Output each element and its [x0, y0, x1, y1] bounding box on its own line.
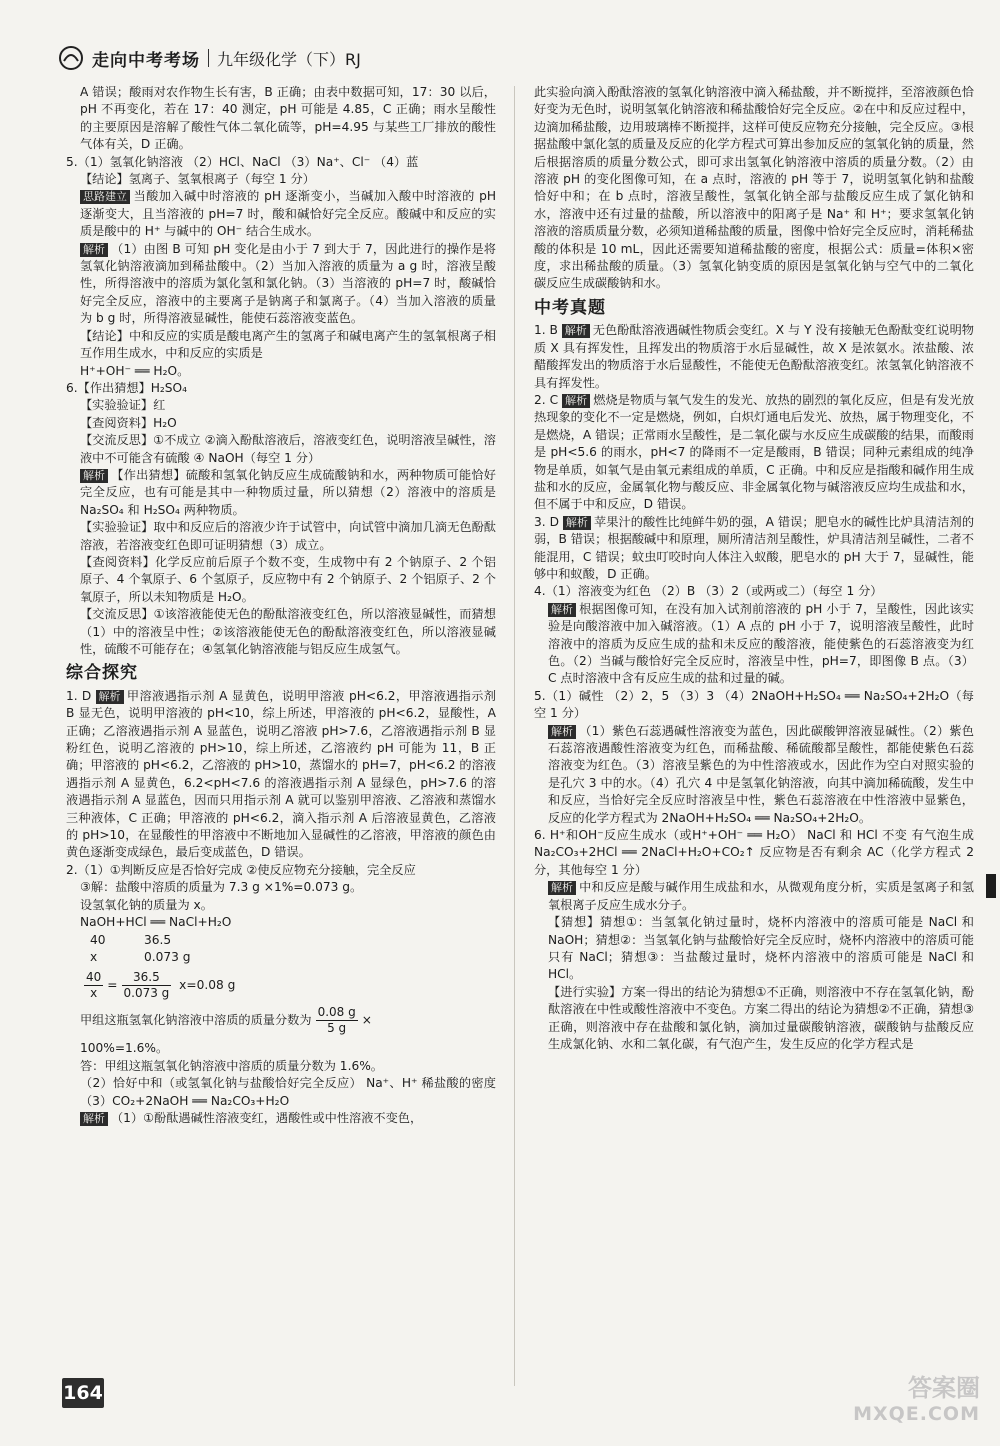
answer-text: A 错误；酸雨对农作物生长有害，B 正确；由表中数据可知，17：30 以后，pH 不再变化，若在 17：40 测定，pH 可能是 4.85，C 正确；雨水呈酸性的主要原因是溶解了酸性气体二氧化硫等，pH=4.95 与某些工厂排放的酸性气体有关，D 正确。 [80, 85, 496, 152]
c2-ratio-row [66, 949, 496, 966]
q6-analysis [66, 467, 496, 519]
c1-text: 甲溶液遇指示剂 A 显黄色，说明甲溶液 pH<6.2，甲溶液遇指示剂 B 显无色，说明甲溶液的 pH<10，综上所述，甲溶液的 pH<6.2，显酸性，A 正确；乙溶液遇指示剂 A 显蓝色，说明乙溶液 pH>7.6，乙溶液遇指示剂 B 显粉红色，说明乙溶液的 pH>10，综上所述，乙溶液约 pH 可能为 11，B 正确；甲溶液的 pH<6.2，乙溶液的 pH>10，蒸馏水的 pH=7，pH<6.2 的溶液遇指示剂 A 显黄色，6.2<pH<7.6 的溶液遇指示剂 A 显绿色，pH>7.6 的溶液遇指示剂 A 显蓝色，因而只用指示剂 A 就可以鉴别甲溶液、乙溶液和蒸馏水三种液体，C 正确；甲溶液的 pH<6.2，滴入指示剂 A 后溶液显黄色，乙溶液的 pH>10，在显酸性的甲溶液中不断地加入显碱性的乙溶液，甲溶液的颜色由黄色逐渐变成绿色，最后变成蓝色，D 错误。 [66, 688, 496, 860]
q5-conclusion-2: 【结论】中和反应的实质是酸电离产生的氢离子和碱电离产生的氢氧根离子相互作用生成水，中和反应的实质是 [80, 328, 496, 361]
c1-head: 1. D [66, 688, 92, 703]
c2-ratio-row [66, 932, 496, 949]
z5-analysis [534, 723, 974, 827]
c2-line: 设氢氧化钠的质量为 x。 [80, 897, 213, 912]
z3-answer [534, 514, 974, 584]
numerator: 40 [86, 970, 102, 985]
z1-answer [534, 322, 974, 392]
q5-idea [66, 188, 496, 240]
c2-text: 甲组这瓶氢氧化钠溶液中溶质的质量分数为 [80, 1013, 312, 1028]
z6-analysis-line: 【猜想】猜想①：当氢氧化钠过量时，烧杯内溶液中的溶质可能是 NaCl 和 NaOH；猜想②：当氢氧化钠与盐酸恰好完全反应时，烧杯内溶液中的溶质可能只有 NaCl；猜想③：当盐酸过量时，烧杯内溶液中的溶质可能是 NaCl 和 HCl。 [548, 915, 974, 982]
fraction [84, 970, 103, 1001]
numerator: 36.5 [122, 970, 172, 986]
c2-value: 36.5 [144, 932, 172, 947]
c2-line: （2）恰好中和（或氢氧化钠与盐酸恰好完全反应） Na⁺、H⁺ 稀盐酸的密度 （3）CO₂+2NaOH ══ Na₂CO₃+H₂O [80, 1076, 496, 1108]
book-title: 走向中考考场 [92, 50, 200, 71]
header-divider [208, 49, 209, 67]
analysis-tag: 解析 [562, 394, 590, 408]
fraction [122, 970, 172, 1001]
denominator: 0.073 g [123, 986, 170, 1001]
z2-head: 2. C [534, 392, 559, 407]
column-divider [514, 86, 515, 1386]
c2-answer: 2.（1）①判断反应是否恰好完成 ②使反应物充分接触，完全反应 [66, 862, 416, 877]
analysis-tag: 解析 [80, 1112, 108, 1126]
q6-line: 【实验验证】红 [80, 398, 166, 413]
analysis-tag: 解析 [80, 469, 108, 483]
q5-idea-text: 当酸加入碱中时溶液的 pH 逐渐变小，当碱加入酸中时溶液的 pH 逐渐变大，且当溶液的 pH=7 时，酸和碱恰好完全反应。酸碱中和反应的实质是酸中的 H⁺ 与碱中的 OH⁻ 结合生成水。 [80, 189, 496, 239]
q5-answer: 5.（1）氢氧化钠溶液 （2）HCl、NaCl （3）Na⁺、Cl⁻ （4）蓝 [66, 154, 419, 169]
fraction [316, 1005, 358, 1036]
c1-answer [66, 688, 496, 862]
edge-tab-marker [986, 874, 996, 898]
watermark-text: 答案圈 [908, 1374, 980, 1402]
continued-text: 此实验向滴入酚酞溶液的氢氧化钠溶液中滴入稀盐酸，并不断搅拌，至溶液颜色恰好变为无色时，说明氢氧化钠溶液和稀盐酸恰好完全反应。②在中和反应过程中，边滴加稀盐酸，边用玻璃棒不断搅拌，这样可使反应物充分接触，完全反应。③根据盐酸中氯化氢的质量及反应的化学方程式可算出参加反应的氢氧化钠的质量，然后根据溶质的质量分数公式，即可求出氢氧化钠溶液中溶质的质量分数。（2）由溶液 pH 的变化图像可知，在 a 点时，溶液的 pH 等于 7，说明氢氧化钠和盐酸恰好中和；在 b 点时，溶液呈酸性，氢氧化钠全部与盐酸反应生成了氯化钠和水，溶液中还有过量的盐酸，所以溶液中的阳离子是 Na⁺ 和 H⁺；要求氢氧化钠溶液的溶质质量分数，必须知道稀盐酸的质量，图像中恰好完全反应时，消耗稀盐酸的体积是 10 mL，因此还需要知道稀盐酸的密度，根据公式：质量=体积×密度，求出稀盐酸的质量。（3）氢氧化钠变质的原因是氢氧化钠与空气中的二氧化碳反应生成碳酸钠和水。 [534, 85, 974, 291]
z3-text: 苹果汁的酸性比纯鲜牛奶的强，A 错误；肥皂水的碱性比炉具清洁剂的弱，B 错误；根据酸碱中和原理，厕所清洁剂呈酸性，炉具清洁剂呈碱性，二者不能混用，C 错误；蚊虫叮咬时向人体注入蚁酸，肥皂水的 pH 大于 7，显碱性，能够中和蚁酸，D 正确。 [534, 514, 975, 581]
watermark-domain: MXQE.COM [853, 1403, 980, 1425]
analysis-tag: 解析 [80, 243, 108, 257]
c2-proportion: $\frac{40}{x}$ = $\frac{36.5}{0.073 g}$ x=0.08 g [86, 970, 236, 1001]
z1-head: 1. B [534, 323, 558, 338]
c2-analysis [66, 1110, 496, 1127]
denominator: x [90, 986, 98, 1001]
z6-text: 中和反应是酸与碱作用生成盐和水，从微观角度分析，实质是氢离子和氢氧根离子反应生成水分子。 [548, 880, 974, 912]
page-number: 164 [62, 1378, 104, 1408]
right-column [534, 84, 974, 1053]
q5-equation: H⁺+OH⁻ ══ H₂O。 [80, 363, 190, 378]
analysis-tag: 解析 [562, 324, 590, 338]
c2-value: x [90, 949, 98, 964]
c2-line: 100%=1.6%。 [80, 1041, 169, 1056]
z5-text: （1）紫色石蕊遇碱性溶液变为蓝色，因此碳酸钾溶液显碱性。（2）紫色石蕊溶液遇酸性溶液变为红色，而稀盐酸、稀硫酸都呈酸性，都能使紫色石蕊溶液变为红色。（3）溶液呈紫色的为中性溶液或水，因此作为空白对照实验的是孔穴 3 中的水。（4）孔穴 4 中是氢氧化钠溶液，向其中滴加稀硫酸，发生中和反应，当恰好完全反应时溶液呈中性，紫色石蕊溶液在中性溶液中显紫色，反应的化学方程式为 2NaOH+H₂SO₄ ══ Na₂SO₄+2H₂O。 [548, 723, 974, 825]
q5-conclusion: 【结论】氢离子、氢氧根离子（每空 1 分） [80, 172, 315, 187]
numerator: 0.08 g [317, 1005, 356, 1020]
analysis-tag: 解析 [548, 881, 576, 895]
c2-fraction-line [66, 1005, 496, 1036]
q6-line: 【查阅资料】H₂O [80, 415, 177, 430]
analysis-tag: 解析 [563, 516, 591, 530]
denominator: 5 g [327, 1021, 347, 1036]
analysis-tag: 解析 [548, 603, 576, 617]
c2-result: x=0.08 g [179, 978, 236, 993]
q6-analysis-text: 【作出猜想】硫酸和氢氧化钠反应生成硫酸钠和水，两种物质可能恰好完全反应，也有可能是其中一种物质过量，所以猜想（2）溶液中的溶质是 Na₂SO₄ 和 H₂SO₄ 两种物质。 [80, 467, 496, 517]
c2-value: 40 [90, 932, 106, 947]
z2-answer [534, 392, 974, 514]
left-column [66, 84, 496, 1127]
page-header [58, 38, 361, 78]
idea-tag: 思路建立 [80, 190, 130, 204]
z5-answer: 5.（1）碱性 （2）2，5 （3）3 （4）2NaOH+H₂SO₄ ══ Na₂SO₄+2H₂O（每空 1 分） [534, 688, 974, 721]
q6-analysis-line: 【实验验证】取中和反应后的溶液少许于试管中，向试管中滴加几滴无色酚酞溶液，若溶液变红色即可证明猜想（3）成立。 [80, 520, 496, 552]
analysis-tag: 解析 [548, 725, 576, 739]
q6-analysis-line: 【查阅资料】化学反应前后原子个数不变，生成物中有 2 个钠原子、2 个铝原子、4 个氧原子、6 个氢原子，反应物中有 2 个钠原子、2 个铝原子、2 个氧原子，所以未知物质是 H₂O。 [80, 554, 496, 604]
z4-text: 根据图像可知，在没有加入试剂前溶液的 pH 小于 7，呈酸性，因此该实验是向酸溶液中加入碱溶液。（1）A 点的 pH 小于 7，说明溶液呈酸性，此时溶液中的溶质为反应生成的盐和未反应的酸溶液，能使紫色的石蕊溶液变为红色。（2）当碱与酸恰好完全反应时，溶液呈中性，pH=7，即图像 B 点。（3）C 点时溶液中含有反应生成的盐和过量的碱。 [548, 601, 974, 686]
c2-equation: NaOH+HCl ══ NaCl+H₂O [80, 915, 232, 930]
c2-line: ③解：盐酸中溶质的质量为 7.3 g ×1%=0.073 g。 [80, 880, 363, 895]
section-heading: 综合探究 [66, 663, 138, 684]
q5-analysis [66, 241, 496, 328]
c2-analysis-text: （1）①酚酞遇碱性溶液变红，遇酸性或中性溶液不变色， [111, 1110, 423, 1125]
q6-analysis-line: 【交流反思】①该溶液能使无色的酚酞溶液变红色，所以溶液显碱性，而猜想（1）中的溶液呈中性；②该溶液能使无色的酚酞溶液变红色，所以溶液显碱性，硫酸不可能存在；④氢氧化钠溶液能与铝反应生成氢气。 [80, 607, 496, 656]
book-subtitle: 九年级化学（下）RJ [217, 49, 361, 69]
section-heading: 中考真题 [534, 297, 606, 318]
z1-text: 无色酚酞溶液遇碱性物质会变红。X 与 Y 没有接触无色酚酞变红说明物质 X 具有挥发性，且挥发出的物质溶于水后显碱性，故 X 是浓氨水。浓盐酸、浓醋酸挥发出的物质溶于水后显酸性，不能使无色酚酞溶液变红。浓氢氧化钠溶液不具有挥发性。 [534, 323, 974, 390]
q6-line: 【交流反思】①不成立 ②滴入酚酞溶液后，溶液变红色，说明溶液呈碱性，溶液中不可能含有硫酸 ④ NaOH（每空 1 分） [80, 433, 496, 465]
c2-line: 答：甲组这瓶氢氧化钠溶液中溶质的质量分数为 1.6%。 [80, 1058, 383, 1073]
z6-answer: 6. H⁺和OH⁻反应生成水（或H⁺+OH⁻ ══ H₂O） NaCl 和 HCl 不变 有气泡生成 Na₂CO₃+2HCl ══ 2NaCl+H₂O+CO₂↑ 反应物是否有剩余 AC（化学方程式 2 分，其他每空 1 分） [534, 828, 974, 877]
analysis-tag: 解析 [96, 690, 124, 704]
z6-analysis-line: 【进行实验】方案一得出的结论为猜想①不正确，则溶液中不存在氢氧化钠，酚酞溶液在中性或酸性溶液中不变色。方案二得出的结论为猜想②不正确，猜想③正确，则溶液中存在盐酸和氯化钠，滴加过量碳酸钠溶液，碳酸钠与盐酸反应生成氯化钠、水和二氧化碳，有气泡产生，发生反应的化学方程式是 [548, 984, 974, 1051]
z2-text: 燃烧是物质与氧气发生的发光、放热的剧烈的氧化反应，但是有发光放热现象的变化不一定是燃烧，例如，白炽灯通电后发光、放热，属于物理变化，不是燃烧，A 错误；正常雨水呈酸性，是二氧化碳与水反应生成碳酸的结果，而酸雨是 pH<5.6 的雨水，pH<7 的降雨不一定是酸雨，B 错误；同种元素组成的纯净物是单质，如氧气是由氧元素组成的单质，C 正确。中和反应是指酸和碱作用生成盐和水的反应，金属氧化物与酸反应、非金属氧化物与碱溶液反应均生成盐和水，但不属于中和反应，D 错误。 [534, 392, 975, 512]
z4-analysis [534, 601, 974, 688]
q6-answer: 6.【作出猜想】H₂SO₄ [66, 380, 188, 395]
z4-answer: 4.（1）溶液变为红色 （2）B （3）2（或两或二）（每空 1 分） [534, 584, 883, 599]
z6-analysis [534, 879, 974, 914]
watermark [780, 1368, 980, 1438]
z3-head: 3. D [534, 514, 559, 529]
c2-value: 0.073 g [144, 949, 191, 964]
q5-analysis-text: （1）由图 B 可知 pH 变化是由小于 7 到大于 7，因此进行的操作是将氢氧化钠溶液滴加到稀盐酸中。（2）当加入溶液的质量为 a g 时，溶液呈酸性，所得溶液中的溶质为氯化氢和氯化钠。（3）当溶液的 pH=7 时，酸碱恰好完全反应，溶液中的主要离子是钠离子和氯离子。（4）当加入溶液的质量为 b g 时，所得溶液显碱性，能使石蕊溶液变蓝色。 [80, 241, 496, 326]
times-sign: × [361, 1013, 372, 1028]
book-logo-icon [58, 45, 84, 71]
